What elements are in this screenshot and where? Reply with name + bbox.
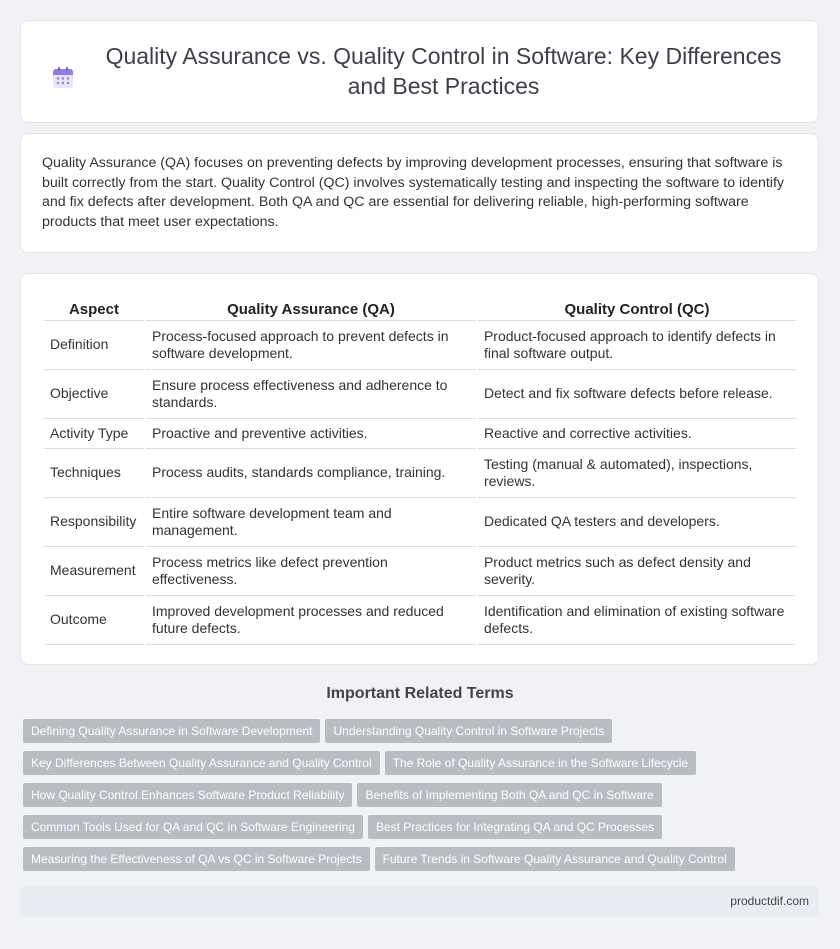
table-cell-qa: Proactive and preventive activities. xyxy=(146,419,476,449)
table-row xyxy=(44,498,796,547)
related-term-link[interactable]: Measuring the Effectiveness of QA vs QC in Software Projects xyxy=(23,847,370,871)
table-header-aspect: Aspect xyxy=(44,294,144,321)
table-cell-aspect: Outcome xyxy=(44,596,144,645)
table-cell-qc: Dedicated QA testers and developers. xyxy=(478,498,796,547)
comparison-table xyxy=(42,294,798,645)
table-cell-qc: Identification and elimination of existing software defects. xyxy=(478,596,796,645)
table-header-qa: Quality Assurance (QA) xyxy=(146,294,476,321)
table-row xyxy=(44,547,796,596)
table-cell-aspect: Responsibility xyxy=(44,498,144,547)
table-cell-qa: Process-focused approach to prevent defects in software development. xyxy=(146,321,476,370)
related-terms-title: Important Related Terms xyxy=(326,685,514,702)
comparison-table-card xyxy=(20,273,819,665)
related-term-link[interactable]: Key Differences Between Quality Assurance and Quality Control xyxy=(23,751,380,775)
table-cell-qc: Product metrics such as defect density and severity. xyxy=(478,547,796,596)
table-cell-qc: Reactive and corrective activities. xyxy=(478,419,796,449)
table-cell-aspect: Objective xyxy=(44,370,144,419)
table-cell-qa: Process metrics like defect prevention effectiveness. xyxy=(146,547,476,596)
table-cell-qa: Improved development processes and reduced future defects. xyxy=(146,596,476,645)
table-cell-aspect: Measurement xyxy=(44,547,144,596)
table-cell-qc: Testing (manual & automated), inspections, reviews. xyxy=(478,449,796,498)
table-cell-qa: Entire software development team and management. xyxy=(146,498,476,547)
table-row xyxy=(44,449,796,498)
table-cell-qa: Process audits, standards compliance, training. xyxy=(146,449,476,498)
related-term-link[interactable]: Common Tools Used for QA and QC in Software Engineering xyxy=(23,815,363,839)
related-term-link[interactable]: The Role of Quality Assurance in the Software Lifecycle xyxy=(385,751,696,775)
related-term-link[interactable]: How Quality Control Enhances Software Product Reliability xyxy=(23,783,352,807)
table-row xyxy=(44,370,796,419)
table-cell-qa: Ensure process effectiveness and adherence to standards. xyxy=(146,370,476,419)
table-header-qc: Quality Control (QC) xyxy=(478,294,796,321)
table-header-row xyxy=(44,294,796,321)
table-row xyxy=(44,321,796,370)
intro-card xyxy=(20,133,819,253)
related-term-link[interactable]: Defining Quality Assurance in Software Development xyxy=(23,719,320,743)
related-term-link[interactable]: Best Practices for Integrating QA and QC Processes xyxy=(368,815,662,839)
related-term-link[interactable]: Understanding Quality Control in Software Projects xyxy=(325,719,612,743)
table-cell-qc: Detect and fix software defects before release. xyxy=(478,370,796,419)
table-cell-aspect: Definition xyxy=(44,321,144,370)
table-cell-aspect: Activity Type xyxy=(44,419,144,449)
footer-site-link[interactable]: productdif.com xyxy=(730,894,809,908)
header-card xyxy=(20,20,819,123)
table-cell-aspect: Techniques xyxy=(44,449,144,498)
footer-bar xyxy=(20,886,819,917)
table-row xyxy=(44,419,796,449)
table-row xyxy=(44,596,796,645)
related-term-link[interactable]: Future Trends in Software Quality Assurance and Quality Control xyxy=(375,847,735,871)
intro-paragraph: Quality Assurance (QA) focuses on preventing defects by improving development processes, ensuring that software is built correctly from the start. Quality Control (QC) involves systematically testing and inspecting the software to identify and fix defects after development. Both QA and QC are essential for delivering reliable, high-performing software products that meet user expectations. xyxy=(42,155,784,230)
related-terms-list xyxy=(23,719,803,879)
related-term-link[interactable]: Benefits of Implementing Both QA and QC in Software xyxy=(357,783,661,807)
table-cell-qc: Product-focused approach to identify defects in final software output. xyxy=(478,321,796,370)
page-title: Quality Assurance vs. Quality Control in Software: Key Differences and Best Practices xyxy=(105,43,782,99)
